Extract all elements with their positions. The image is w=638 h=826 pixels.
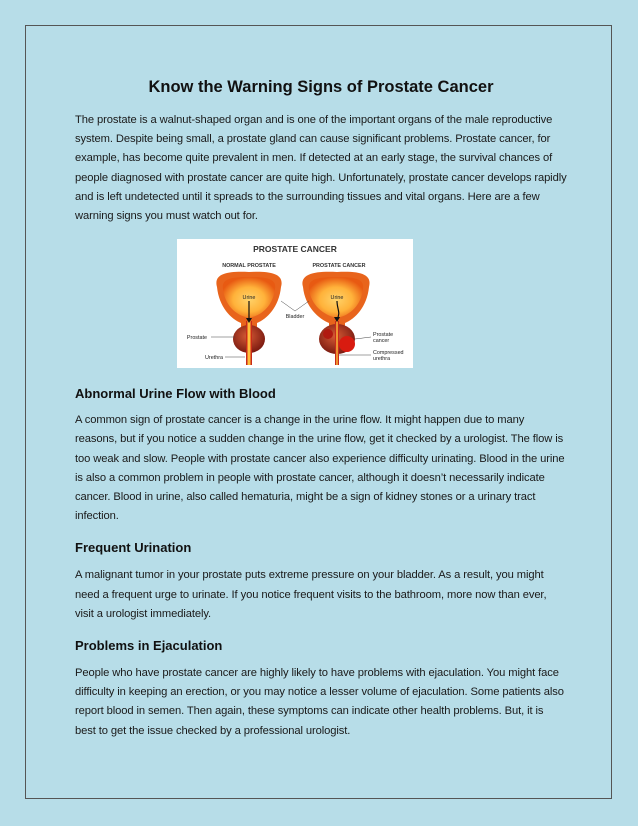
bladder-label: Bladder xyxy=(285,314,305,321)
document-body xyxy=(75,78,567,741)
urethra-label: Urethra xyxy=(205,355,223,362)
page-title: Know the Warning Signs of Prostate Cancer xyxy=(148,78,494,96)
diagram-label-cancer: PROSTATE CANCER xyxy=(312,263,366,270)
section-body-ejaculation: People who have prostate cancer are highly likely to have problems with ejaculation. You might face difficulty in keeping an erection, or you may notice a lesser volume of ejaculation. Some patients also report blood in semen. Then again, these symptoms can indicate other health problems. But, it is best to get the issue checked by a professional urologist. xyxy=(75,667,564,737)
urine-label-right: Urine xyxy=(330,295,344,302)
prostate-label: Prostate xyxy=(186,335,207,342)
diagram-title: PROSTATE CANCER xyxy=(253,244,337,255)
urine-label-left: Urine xyxy=(242,295,256,302)
section-heading-ejaculation: Problems in Ejaculation xyxy=(75,638,223,654)
compressed-urethra-label-line2: urethra xyxy=(373,356,391,363)
normal-bladder-illustration xyxy=(216,272,281,365)
diagram-label-normal: NORMAL PROSTATE xyxy=(222,263,276,270)
section-body-frequent-urination: A malignant tumor in your prostate puts extreme pressure on your bladder. As a result, you might need a frequent urge to urinate. If you notice frequent visits to the bathroom, more now than ever, visit a urologist immediately. xyxy=(75,569,547,620)
cancer-bladder-illustration xyxy=(302,272,369,365)
section-heading-frequent-urination: Frequent Urination xyxy=(75,540,192,556)
section-heading-urine-flow: Abnormal Urine Flow with Blood xyxy=(75,386,276,402)
section-body-urine-flow: A common sign of prostate cancer is a change in the urine flow. It might happen due to many reasons, but if you notice a sudden change in the urine flow, get it checked by a urologist. The flow is too weak and slow. People with prostate cancer also experience difficulty urinating. Blood in the urine is also a common problem in people with prostate cancer, although it doesn’t necessarily indicate cancer. Blood in urine, also called hematuria, might be a sign of kidney stones or a urinary tract infection. xyxy=(75,414,565,523)
prostate-cancer-label-line1: Prostate xyxy=(373,332,394,339)
prostate-diagram-svg xyxy=(177,239,413,368)
prostate-diagram-image xyxy=(177,239,413,368)
compressed-urethra-label-line1: Compressed xyxy=(373,350,404,357)
prostate-cancer-label-line2: cancer xyxy=(373,338,390,345)
intro-paragraph: The prostate is a walnut-shaped organ and is one of the important organs of the male reproductive system. Despite being small, a prostate gland can cause significant problems. Prostate cancer, for example, has become quite prevalent in men. If detected at an early stage, the survival chances of people diagnosed with prostate cancer are quite high. Unfortunately, prostate cancer develops rapidly and is left undetected until it spreads to the surrounding tissues and vital organs. Here are a few warning signs you must watch out for. xyxy=(75,114,567,223)
